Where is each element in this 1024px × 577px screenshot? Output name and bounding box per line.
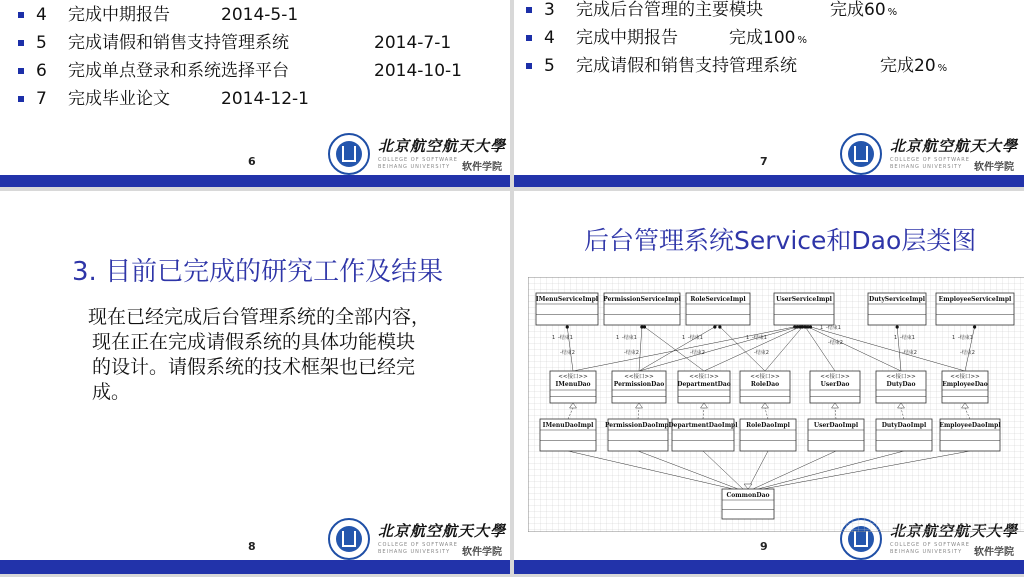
svg-text:IMenuDao: IMenuDao [555, 381, 591, 388]
service-class-box [603, 293, 681, 325]
svg-text:PermissionServiceImpl: PermissionServiceImpl [603, 296, 681, 303]
composition-diamond-icon [973, 325, 976, 328]
class-diagram [528, 277, 1024, 532]
page-number: 8 [248, 540, 256, 553]
svg-text:DepartmentDao: DepartmentDao [677, 381, 731, 388]
item-text: 完成后台管理的主要模块 [576, 0, 763, 20]
page-number: 7 [760, 155, 768, 168]
item-number: 4 [36, 5, 47, 25]
composition-diamond-icon [566, 325, 569, 328]
svg-text:EmployeeDao: EmployeeDao [942, 381, 988, 388]
logo-department: 软件学院 [462, 162, 502, 173]
university-logo [840, 133, 1020, 177]
slide-6[interactable] [0, 0, 510, 187]
logo-english-2: BEIHANG UNIVERSITY [890, 549, 963, 555]
role-label: -结束1 [826, 325, 841, 331]
percent-sign: % [887, 7, 898, 18]
body-line: 现在正在完成请假系统的具体功能模块 [92, 331, 416, 353]
logo-department: 软件学院 [974, 162, 1014, 173]
bullet-icon [18, 96, 24, 102]
svg-text:RoleDaoImpl: RoleDaoImpl [746, 422, 790, 429]
item-progress: 完成100 [729, 28, 796, 48]
multiplicity-label: 1 [616, 335, 620, 341]
dao-impl-class-box [668, 419, 738, 451]
svg-text:UserServiceImpl: UserServiceImpl [776, 296, 832, 303]
role-label: -结束1 [958, 335, 973, 341]
svg-text:RoleServiceImpl: RoleServiceImpl [690, 296, 746, 303]
item-text: 完成毕业论文 [68, 89, 170, 109]
slide-7[interactable] [514, 0, 1024, 187]
role-label: -结束2 [560, 350, 575, 356]
item-date: 2014-12-1 [221, 89, 309, 109]
item-text: 完成请假和销售支持管理系统 [576, 56, 797, 76]
svg-text:UserDao: UserDao [820, 381, 850, 388]
logo-english-1: COLLEGE OF SOFTWARE [890, 542, 970, 548]
footer-bar [514, 175, 1024, 187]
slide-body [88, 305, 488, 405]
role-label: -结束2 [754, 350, 769, 356]
svg-text:<<接口>>: <<接口>> [689, 374, 719, 380]
dao-interface-box [612, 371, 666, 403]
logo-department: 软件学院 [462, 547, 502, 558]
service-class-box [868, 293, 926, 325]
svg-text:DutyServiceImpl: DutyServiceImpl [868, 296, 926, 303]
bullet-icon [18, 40, 24, 46]
role-label: -结束2 [624, 350, 639, 356]
svg-text:IMenuServiceImpl: IMenuServiceImpl [535, 296, 599, 303]
dao-impl-class-box [876, 419, 932, 451]
bullet-icon [18, 12, 24, 18]
role-label: -结束1 [900, 335, 915, 341]
bullet-icon [526, 35, 532, 41]
svg-text:UserDaoImpl: UserDaoImpl [813, 422, 859, 429]
body-line: 的设计。请假系统的技术框架也已经完 [92, 356, 416, 378]
item-number: 3 [544, 0, 555, 20]
svg-text:<<接口>>: <<接口>> [558, 374, 588, 380]
svg-text:<<接口>>: <<接口>> [624, 374, 654, 380]
item-number: 4 [544, 28, 555, 48]
svg-text:DepartmentDaoImpl: DepartmentDaoImpl [668, 422, 738, 429]
role-label: -结束2 [690, 350, 705, 356]
multiplicity-label: 1 [894, 335, 898, 341]
svg-text:PermissionDaoImpl: PermissionDaoImpl [604, 422, 672, 429]
dao-interface-box [550, 371, 596, 403]
svg-text:<<接口>>: <<接口>> [950, 374, 980, 380]
multiplicity-label: 1 [682, 335, 686, 341]
logo-name: 北京航空航天大學 [890, 137, 1019, 155]
item-text: 完成单点登录和系统选择平台 [68, 61, 289, 81]
composition-diamond-icon [896, 325, 899, 328]
multiplicity-label: 1 [746, 335, 750, 341]
university-seal-icon [328, 518, 370, 560]
common-dao-class-box [722, 489, 774, 519]
slide-title: 3. 目前已完成的研究工作及结果 [72, 257, 444, 287]
item-text: 完成中期报告 [68, 5, 170, 25]
dao-interface-box [810, 371, 860, 403]
footer-bar [0, 175, 510, 187]
footer-bar [0, 560, 510, 574]
item-date: 2014-5-1 [221, 5, 299, 25]
logo-english-1: COLLEGE OF SOFTWARE [378, 542, 458, 548]
slide-8[interactable] [0, 191, 510, 574]
multiplicity-label: 1 [952, 335, 956, 341]
logo-english-1: COLLEGE OF SOFTWARE [378, 157, 458, 163]
role-label: -结束1 [752, 335, 767, 341]
service-class-box [936, 293, 1014, 325]
body-line: 成。 [92, 381, 131, 403]
item-progress: 完成20 [880, 56, 936, 76]
item-number: 6 [36, 61, 47, 81]
composition-diamond-icon [801, 325, 804, 328]
svg-text:<<接口>>: <<接口>> [886, 374, 916, 380]
multiplicity-label: 1 [820, 325, 824, 331]
logo-name: 北京航空航天大學 [378, 522, 507, 540]
percent-sign: % [797, 35, 807, 46]
svg-text:CommonDao: CommonDao [726, 492, 770, 499]
dao-impl-class-box [540, 419, 596, 451]
dao-impl-class-box [740, 419, 796, 451]
item-number: 5 [36, 33, 47, 53]
logo-english-1: COLLEGE OF SOFTWARE [890, 157, 970, 163]
svg-text:EmployeeServiceImpl: EmployeeServiceImpl [938, 296, 1012, 303]
page-number: 6 [248, 155, 256, 168]
item-text: 完成请假和销售支持管理系统 [68, 33, 289, 53]
slide-9[interactable] [514, 191, 1024, 574]
multiplicity-label: 1 [552, 335, 556, 341]
svg-text:<<接口>>: <<接口>> [750, 374, 780, 380]
dao-interface-box [876, 371, 926, 403]
slide-title: 后台管理系统Service和Dao层类图 [584, 226, 977, 255]
item-number: 7 [36, 89, 47, 109]
footer-bar [514, 560, 1024, 574]
university-logo [328, 133, 508, 177]
dao-impl-class-box [939, 419, 1001, 451]
logo-english-2: BEIHANG UNIVERSITY [378, 164, 451, 170]
dao-interface-box [942, 371, 988, 403]
role-label: -结束1 [622, 335, 637, 341]
composition-diamond-icon [713, 325, 716, 328]
svg-text:<<接口>>: <<接口>> [820, 374, 850, 380]
role-label: -结束2 [960, 350, 975, 356]
bullet-icon [526, 7, 532, 13]
university-logo [328, 518, 508, 562]
dao-interface-box [740, 371, 790, 403]
composition-diamond-icon [809, 325, 812, 328]
item-number: 5 [544, 56, 555, 76]
svg-text:EmployeeDaoImpl: EmployeeDaoImpl [939, 422, 1001, 429]
svg-text:IMenuDaoImpl: IMenuDaoImpl [542, 422, 594, 429]
dao-impl-class-box [808, 419, 864, 451]
item-date: 2014-7-1 [374, 33, 452, 53]
university-seal-icon [328, 133, 370, 175]
item-progress: 完成60 [830, 0, 886, 20]
body-line: 现在已经完成后台管理系统的全部内容， [88, 306, 431, 328]
service-class-box [686, 293, 750, 325]
role-label: -结束2 [902, 350, 917, 356]
composition-diamond-icon [643, 325, 646, 328]
dao-interface-box [677, 371, 730, 403]
svg-text:PermissionDao: PermissionDao [613, 381, 665, 388]
role-label: -结束1 [558, 335, 573, 341]
role-label: -结束2 [828, 340, 843, 346]
svg-text:DutyDao: DutyDao [886, 381, 916, 388]
service-class-box [774, 293, 834, 325]
university-seal-icon [840, 133, 882, 175]
svg-text:DutyDaoImpl: DutyDaoImpl [881, 422, 927, 429]
dao-impl-class-box [605, 419, 672, 451]
percent-sign: % [937, 63, 948, 74]
svg-text:RoleDao: RoleDao [750, 381, 780, 388]
logo-english-2: BEIHANG UNIVERSITY [890, 164, 963, 170]
logo-department: 软件学院 [974, 547, 1014, 558]
logo-english-2: BEIHANG UNIVERSITY [378, 549, 451, 555]
logo-name: 北京航空航天大學 [378, 137, 507, 155]
bullet-icon [526, 63, 532, 69]
bullet-icon [18, 68, 24, 74]
page-number: 9 [760, 540, 768, 553]
item-text: 完成中期报告 [576, 28, 678, 48]
role-label: -结束1 [688, 335, 703, 341]
service-class-box [536, 293, 599, 325]
composition-diamond-icon [718, 325, 721, 328]
item-date: 2014-10-1 [374, 61, 462, 81]
